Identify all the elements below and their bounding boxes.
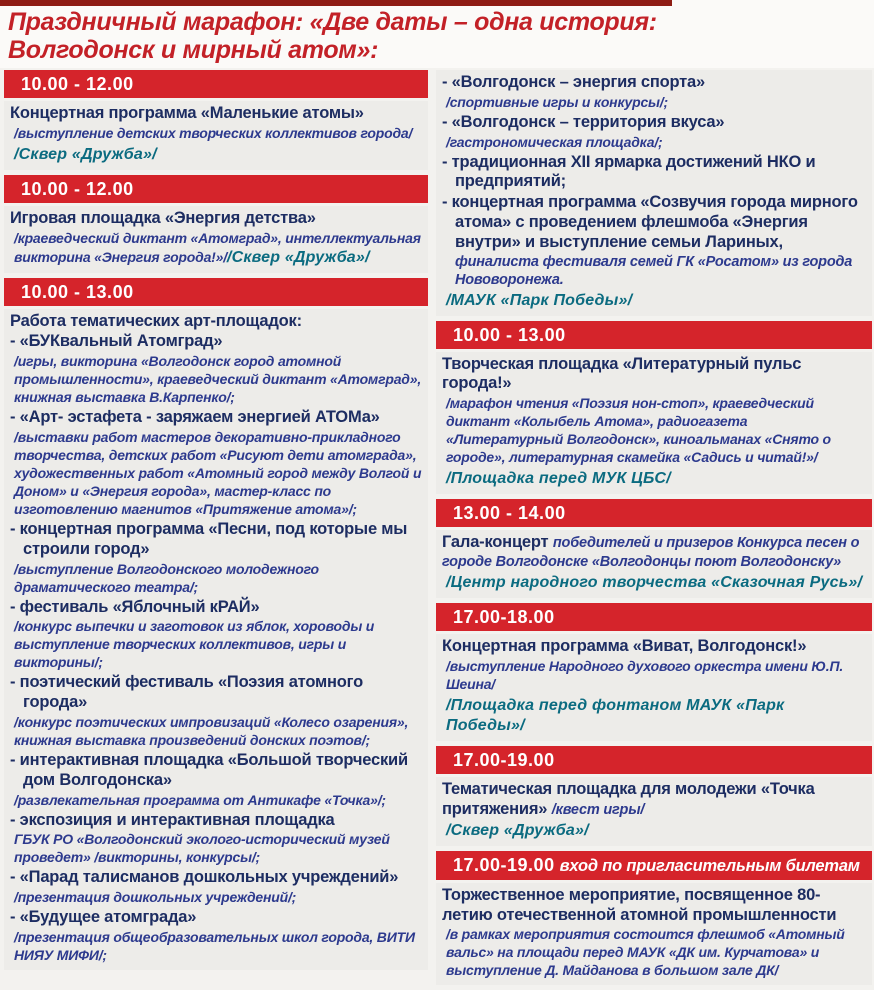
time-banner [436,746,872,774]
event-desc-row [442,658,866,694]
event-desc: /выступление Народного духового оркестра имени Ю.П. Шеина/ [446,657,844,692]
venue-row [442,696,866,736]
event-inline-desc: /квест игры/ [551,801,645,818]
event-desc: /марафон чтения «Поэзия нон-стоп», краеведческий диктант «Колыбель Атома», радиогазета «Литературный Волгодонск», киноальманах «Снято о городе», литературная скамейка «Садись и читай!»/ [446,395,831,466]
event-title-row [10,598,422,618]
time-banner [436,603,872,631]
venue-label: /Сквер «Дружба»/ [14,145,157,163]
event-title-row [442,533,866,571]
schedule-block [436,851,872,985]
time-banner [436,851,872,880]
event-desc: /презентация дошкольных учреждений/; [14,889,297,906]
event-desc: /конкурс выпечки и заготовок из яблок, хороводы и выступление творческих коллективов, игры и викторины/; [14,618,375,671]
venue-inline: /Сквер «Дружба»/ [226,248,370,266]
event-title: - «Волгодонск – энергия спорта» [442,73,706,91]
event-desc: /развлекательная программа от Антикафе «Точка»/; [14,791,386,808]
event-title: - поэтический фестиваль «Поэзия атомного города» [10,673,363,712]
venue-label: /Центр народного творчества «Сказочная Русь»/ [446,573,863,591]
schedule-block [4,278,428,970]
event-title-row [442,637,866,657]
event-title: Работа тематических арт-площадок: [10,311,302,330]
event-title: - «Будущее атомграда» [10,908,197,927]
event-title: - «БУКвальный Атомград» [10,332,223,351]
event-desc: /выступление Волгодонского молодежного драматического театра/; [14,560,319,595]
time-label: 17.00-18.00 [453,606,555,627]
event-title-row [10,209,422,229]
event-panel [436,883,872,986]
venue-label: /Площадка перед МУК ЦБС/ [446,470,671,488]
schedule-block [436,499,872,598]
venue-row [442,291,866,311]
event-title-row [10,908,422,928]
event-title: Торжественное мероприятие, посвященное 80-летию отечественной атомной промышленности [442,885,837,924]
event-panel [436,530,872,598]
event-panel [4,309,428,970]
event-panel [436,70,872,316]
time-banner [436,321,872,349]
event-title: Творческая площадка «Литературный пульс города!» [442,354,802,393]
time-label: 17.00-19.00 [453,749,555,770]
event-desc: /краеведческий диктант «Атомград», интеллектуальная викторина «Энергия города!»/ [14,229,421,265]
event-title-row [10,104,422,124]
event-title: Концертная программа «Виват, Волгодонск!» [442,636,807,655]
event-title-row [442,73,866,93]
event-title: - концертная программа «Песни, под которые мы строили город» [10,519,408,558]
event-desc: /спортивные игры и конкурсы/; [446,93,668,110]
event-panel [4,206,428,273]
event-inline-desc: финалиста фестиваля семей ГК «Росатом» из города Нововоронежа. [455,253,853,288]
event-title: - «Парад талисманов дошкольных учреждений» [10,868,399,887]
event-title-row [442,193,866,288]
event-title: - «Волгодонск – территория вкуса» [442,112,725,131]
event-inline-desc: победителей и призеров Конкурса песен о городе Волгодонске «Волгодонцы поют Волгодонску» [442,535,860,570]
event-desc-row [10,125,422,143]
event-panel [436,634,872,741]
event-desc-row [10,889,422,907]
schedule-block [436,321,872,495]
schedule-block [4,70,428,170]
event-desc-row [442,94,866,112]
event-title-row [10,811,422,831]
event-title-row [10,673,422,713]
event-desc: /игры, викторина «Волгодонск город атомной промышленности», краеведческий диктант «Атомград», книжная выставка В.Карпенко/; [14,353,422,406]
event-desc: /выступление детских творческих коллективов города/ [14,124,413,141]
event-desc-row [10,561,422,597]
event-title-row [10,332,422,352]
venue-row [442,821,866,841]
event-title: - традиционная XII ярмарка достижений НКО и предприятий; [442,152,816,191]
event-desc: /в рамках мероприятия состоится флешмоб «Атомный вальс» на площади перед МАУК «ДК им. Курчатова» и выступление Д. Майданова в большом зале ДК/ [446,926,845,979]
time-label: 10.00 - 13.00 [21,281,134,302]
time-label: 10.00 - 12.00 [21,178,134,199]
event-panel [436,352,872,495]
event-title: Гала-концерт [442,533,549,552]
page-title: Праздничный марафон: «Две даты – одна история: Волгодонск и мирный атом»: [0,0,874,68]
event-desc-row [442,395,866,467]
event-desc: /выставки работ мастеров декоративно-прикладного творчества, детских работ «Рисуют дети атомграда», художественных работ «Атомный город между Волгой и Доном» и «Энергия города», мастер-класс по изготовлению магнитов «Притяжение атома»/; [14,428,422,517]
event-desc-row [10,230,422,268]
event-title-row [442,355,866,395]
event-title: - концертная программа «Созвучия города мирного атома» с проведением флешмоба «Энергия внутри» и выступление семьи Лариных, [442,193,858,251]
top-red-bar [0,0,672,6]
event-desc-row [10,714,422,750]
event-title: Тематическая площадка для молодежи «Точка притяжения» [442,779,815,818]
event-title: - интерактивная площадка «Большой творческий дом Волгодонска» [10,750,408,789]
event-title: - фестиваль «Яблочный кРАЙ» [10,597,260,616]
schedule-block [4,175,428,273]
event-title-row [10,520,422,560]
venue-row [442,469,866,489]
time-label: 10.00 - 13.00 [453,324,566,345]
event-title-row [442,886,866,926]
time-label: 13.00 - 14.00 [453,503,566,524]
event-title: - экспозиция и интерактивная площадка [10,810,335,829]
event-panel [4,101,428,170]
time-banner [4,278,428,306]
schedule-block [436,603,872,741]
event-desc: /конкурс поэтических импровизаций «Колесо озарения», книжная выставка произведений донских поэтов/; [14,713,409,748]
venue-label: /Площадка перед фонтаном МАУК «Парк Победы»/ [446,696,785,734]
event-desc-row [10,429,422,519]
time-banner [4,70,428,98]
event-title-row [10,751,422,791]
event-title: Концертная программа «Маленькие атомы» [10,104,364,122]
event-desc-row [10,831,422,867]
event-title-row [442,113,866,133]
event-desc-row [10,353,422,407]
schedule-block [436,70,872,316]
schedule-block [436,746,872,847]
event-desc-row [10,792,422,810]
time-note-label: вход по пригласительным билетам [559,857,860,876]
event-desc: /гастрономическая площадка/; [446,133,663,150]
event-title-row [442,153,866,193]
event-title: Игровая площадка «Энергия детства» [10,208,316,227]
time-banner [436,499,872,527]
event-desc-row [442,926,866,980]
event-title-row [442,780,866,820]
venue-row [442,573,866,593]
time-banner [4,175,428,203]
event-desc-row [10,618,422,672]
event-panel [436,777,872,847]
event-title-row [10,312,422,332]
event-title-row [10,408,422,428]
event-desc: ГБУК РО «Волгодонский эколого-исторический музей проведет» /викторины, конкурсы/; [14,831,390,866]
time-label: 17.00-19.00 [453,855,555,876]
left-column [4,70,428,975]
event-title: - «Арт- эстафета - заряжаем энергией АТОМа» [10,408,380,427]
venue-label: /МАУК «Парк Победы»/ [446,291,633,309]
venue-label: /Сквер «Дружба»/ [446,822,589,840]
event-title-row [10,868,422,888]
schedule-columns [0,68,874,990]
event-desc: /презентация общеобразовательных школ города, ВИТИ НИЯУ МИФИ/; [14,928,415,963]
right-column [436,70,872,990]
time-label: 10.00 - 12.00 [21,74,134,94]
event-desc-row [442,134,866,152]
venue-row [10,145,422,165]
event-desc-row [10,929,422,965]
